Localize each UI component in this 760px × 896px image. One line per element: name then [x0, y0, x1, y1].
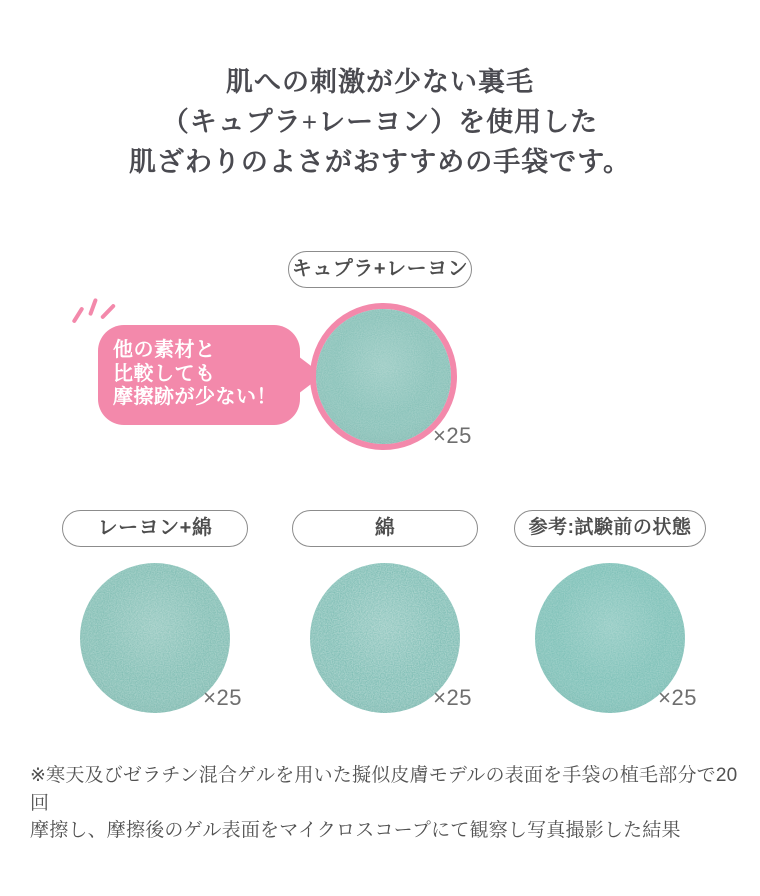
- footnote-text: [30, 762, 740, 845]
- footnote-line-1: ※寒天及びゼラチン混合ゲルを用いた擬似皮膚モデルの表面を手袋の植毛部分で20回: [30, 765, 738, 814]
- footnote-line-2: 摩擦し、摩擦後のゲル表面をマイクロスコープにて観察し写真撮影した結果: [30, 820, 681, 841]
- magnification-label-before-test: ×25: [658, 685, 697, 710]
- page-title-line-3: 肌ざわりのよさがおすすめの手袋です。: [128, 147, 632, 177]
- magnification-label-featured: ×25: [433, 423, 472, 448]
- material-label-rayon-cotton: レーヨン+綿: [62, 510, 248, 547]
- callout-line-1: 他の素材と: [113, 339, 216, 361]
- material-label-cupra-rayon: キュプラ+レーヨン: [288, 251, 472, 288]
- page-title-line-1: 肌への刺激が少ない裏毛: [226, 67, 534, 97]
- sample-rayon-cotton: [40, 505, 270, 725]
- magnification-label-rayon-cotton: ×25: [203, 685, 242, 710]
- callout-line-2: 比較しても: [113, 362, 216, 385]
- sample-cotton: [270, 505, 500, 725]
- page-title: [0, 62, 760, 182]
- page-title-line-2: （キュプラ+レーヨン）を使用した: [161, 107, 599, 137]
- material-label-before-test: 参考:試験前の状態: [514, 510, 706, 547]
- callout-line-3: 摩擦跡が少ない！: [113, 386, 277, 408]
- callout-bubble: [98, 325, 300, 425]
- magnification-label-cotton: ×25: [433, 685, 472, 710]
- sample-before-test: [495, 505, 725, 725]
- material-label-cotton: 綿: [292, 510, 478, 547]
